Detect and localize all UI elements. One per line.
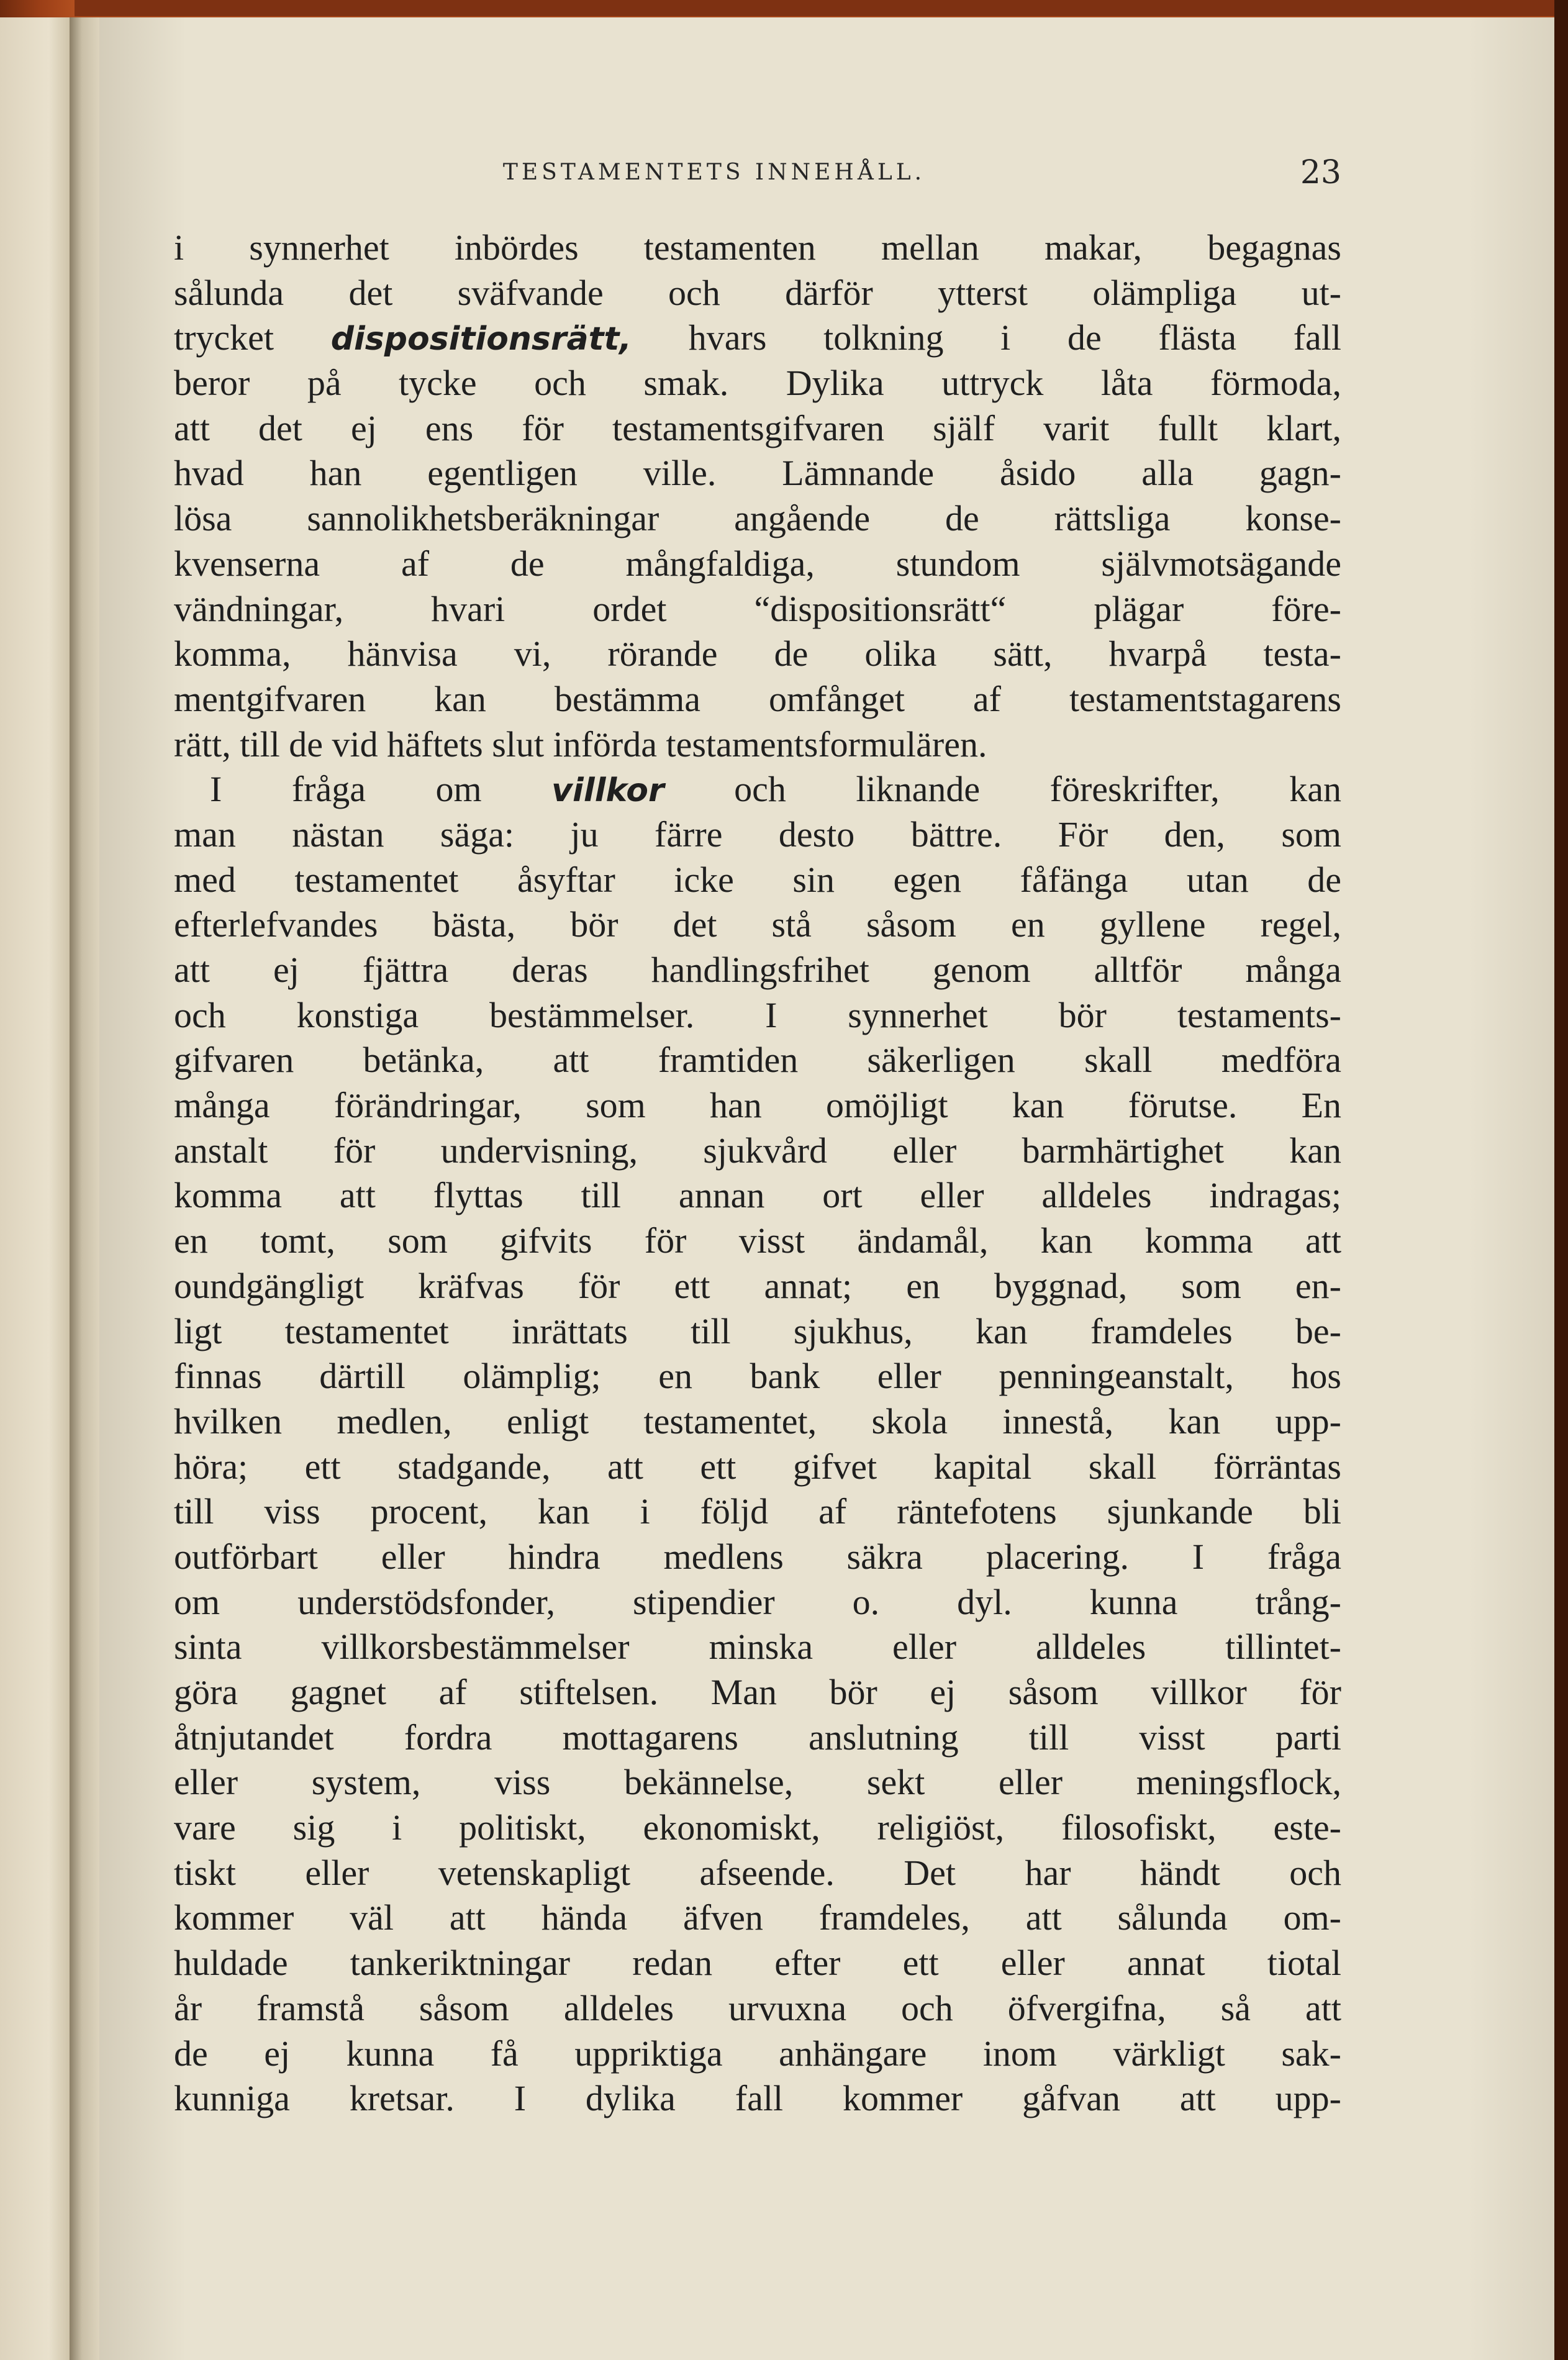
text-line xyxy=(174,767,1341,812)
text-segment: kommer väl att hända äfven framdeles, att sålunda om- xyxy=(174,1897,1341,1938)
text-segment: hvad han egentligen ville. Lämnande åsido alla gagn- xyxy=(174,453,1341,494)
text-line xyxy=(174,1535,1341,1580)
text-segment: många förändringar, som han omöjligt kan förutse. En xyxy=(174,1085,1341,1126)
text-segment: till viss procent, kan i följd af räntefotens sjunkande bli xyxy=(174,1491,1341,1532)
text-line xyxy=(174,1760,1341,1805)
book-page xyxy=(99,17,1554,2360)
text-segment: hvars tolkning i de flästa fall xyxy=(632,317,1342,358)
italic-term: villkor xyxy=(551,772,664,810)
text-segment: sinta villkorsbestämmelser minska eller alldeles tillintet- xyxy=(174,1627,1341,1668)
text-segment: huldade tankeriktningar redan efter ett eller annat tiotal xyxy=(174,1943,1341,1984)
text-segment: och konstiga bestämmelser. I synnerhet bör testaments- xyxy=(174,994,1341,1035)
text-segment: göra gagnet af stiftelsen. Man bör ej såsom villkor för xyxy=(174,1672,1341,1712)
page-number: 23 xyxy=(1300,154,1341,191)
text-segment: att det ej ens för testamentsgifvaren själf varit fullt klart, xyxy=(174,407,1341,448)
text-segment: och liknande föreskrifter, kan xyxy=(664,769,1341,810)
text-line xyxy=(174,406,1341,452)
text-line xyxy=(174,1715,1341,1761)
text-segment: outförbart eller hindra medlens säkra placering. I fråga xyxy=(174,1536,1341,1577)
body-text xyxy=(174,225,1341,2122)
text-line xyxy=(174,1580,1341,1625)
text-segment: komma att flyttas till annan ort eller alldeles indragas; xyxy=(174,1175,1341,1216)
text-segment: i synnerhet inbördes testamenten mellan makar, begagnas xyxy=(174,227,1341,268)
text-line xyxy=(174,1445,1341,1490)
text-segment: lösa sannolikhetsberäkningar angående de rättsliga konse- xyxy=(174,498,1341,539)
text-line xyxy=(174,1219,1341,1264)
text-segment: hvilken medlen, enligt testamentet, skola innestå, kan upp- xyxy=(174,1400,1341,1441)
book-cover-right-edge xyxy=(1554,0,1568,2360)
text-line xyxy=(174,1895,1341,1941)
text-segment: anstalt för undervisning, sjukvård eller barmhärtighet kan xyxy=(174,1130,1341,1171)
text-line xyxy=(174,722,1341,768)
text-segment: eller system, viss bekännelse, sekt eller meningsflock, xyxy=(174,1762,1341,1803)
text-line xyxy=(174,542,1341,587)
text-line xyxy=(174,1851,1341,1896)
text-segment: kvenserna af de mångfaldiga, stundom självmotsägande xyxy=(174,543,1341,584)
text-segment: år framstå såsom alldeles urvuxna och öfvergifna, så att xyxy=(174,1987,1341,2028)
previous-page-edge xyxy=(0,17,70,2360)
text-line xyxy=(174,1264,1341,1309)
text-line xyxy=(174,1986,1341,2031)
text-segment: rätt, till de vid häftets slut införda testamentsformulären. xyxy=(174,724,987,765)
text-line xyxy=(174,812,1341,858)
text-line xyxy=(174,858,1341,903)
text-line xyxy=(174,632,1341,677)
text-line xyxy=(174,451,1341,496)
running-title: TESTAMENTETS INNEHÅLL. xyxy=(502,160,926,185)
text-segment: oundgängligt kräfvas för ett annat; en byggnad, som en- xyxy=(174,1265,1341,1306)
text-line xyxy=(174,1083,1341,1128)
text-line xyxy=(174,1941,1341,1986)
text-line xyxy=(174,1399,1341,1445)
text-line xyxy=(174,225,1341,271)
text-segment: om understödsfonder, stipendier o. dyl. kunna trång- xyxy=(174,1581,1341,1622)
text-segment: efterlefvandes bästa, bör det stå såsom en gyllene regel, xyxy=(174,904,1341,945)
text-line xyxy=(174,902,1341,948)
text-segment: ligt testamentet inrättats till sjukhus, kan framdeles be- xyxy=(174,1310,1341,1351)
text-segment: mentgifvaren kan bestämma omfånget af testamentstagarens xyxy=(174,678,1341,719)
text-segment: trycket xyxy=(174,317,331,358)
text-segment: att ej fjättra deras handlingsfrihet genom alltför många xyxy=(174,950,1341,990)
text-line xyxy=(174,677,1341,722)
text-segment: vändningar, hvari ordet “dispositionsrätt“ plägar före- xyxy=(174,588,1341,629)
text-segment: åtnjutandet fordra mottagarens anslutning till visst parti xyxy=(174,1717,1341,1758)
text-segment: I fråga om xyxy=(174,769,552,810)
text-segment: komma, hänvisa vi, rörande de olika sätt, hvarpå testa- xyxy=(174,633,1341,674)
text-segment: tiskt eller vetenskapligt afseende. Det har händt och xyxy=(174,1852,1341,1893)
text-line xyxy=(174,1173,1341,1219)
running-head xyxy=(174,151,1341,194)
text-line xyxy=(174,315,1341,361)
book-cover-top-edge xyxy=(0,0,1568,16)
text-segment: de ej kunna få uppriktiga anhängare inom värkligt sak- xyxy=(174,2033,1341,2074)
text-line xyxy=(174,361,1341,406)
text-segment: finnas därtill olämplig; en bank eller penningeanstalt, hos xyxy=(174,1356,1341,1397)
text-line xyxy=(174,1805,1341,1851)
text-line xyxy=(174,1309,1341,1355)
text-line xyxy=(174,1489,1341,1535)
text-segment: med testamentet åsyftar icke sin egen fåfänga utan de xyxy=(174,859,1341,900)
text-segment: gifvaren betänka, att framtiden säkerligen skall medföra xyxy=(174,1040,1341,1081)
text-segment: en tomt, som gifvits för visst ändamål, kan komma att xyxy=(174,1220,1341,1261)
text-line xyxy=(174,1354,1341,1399)
italic-term: dispositionsrätt, xyxy=(330,320,632,358)
text-line xyxy=(174,2076,1341,2122)
text-line xyxy=(174,587,1341,632)
text-line xyxy=(174,1038,1341,1083)
text-line xyxy=(174,271,1341,316)
text-line xyxy=(174,993,1341,1038)
text-line xyxy=(174,1670,1341,1715)
text-segment: kunniga kretsar. I dylika fall kommer gåfvan att upp- xyxy=(174,2078,1341,2119)
text-line xyxy=(174,2031,1341,2077)
text-segment: beror på tycke och smak. Dylika uttryck låta förmoda, xyxy=(174,363,1341,404)
text-line xyxy=(174,1625,1341,1670)
text-segment: man nästan säga: ju färre desto bättre. För den, som xyxy=(174,814,1341,855)
text-segment: höra; ett stadgande, att ett gifvet kapital skall förräntas xyxy=(174,1446,1341,1487)
text-line xyxy=(174,496,1341,542)
text-line xyxy=(174,948,1341,993)
text-segment: sålunda det sväfvande och därför ytterst olämpliga ut- xyxy=(174,272,1341,313)
book-gutter xyxy=(70,17,101,2360)
text-segment: vare sig i politiskt, ekonomiskt, religiöst, filosofiskt, este- xyxy=(174,1807,1341,1848)
text-line xyxy=(174,1128,1341,1174)
